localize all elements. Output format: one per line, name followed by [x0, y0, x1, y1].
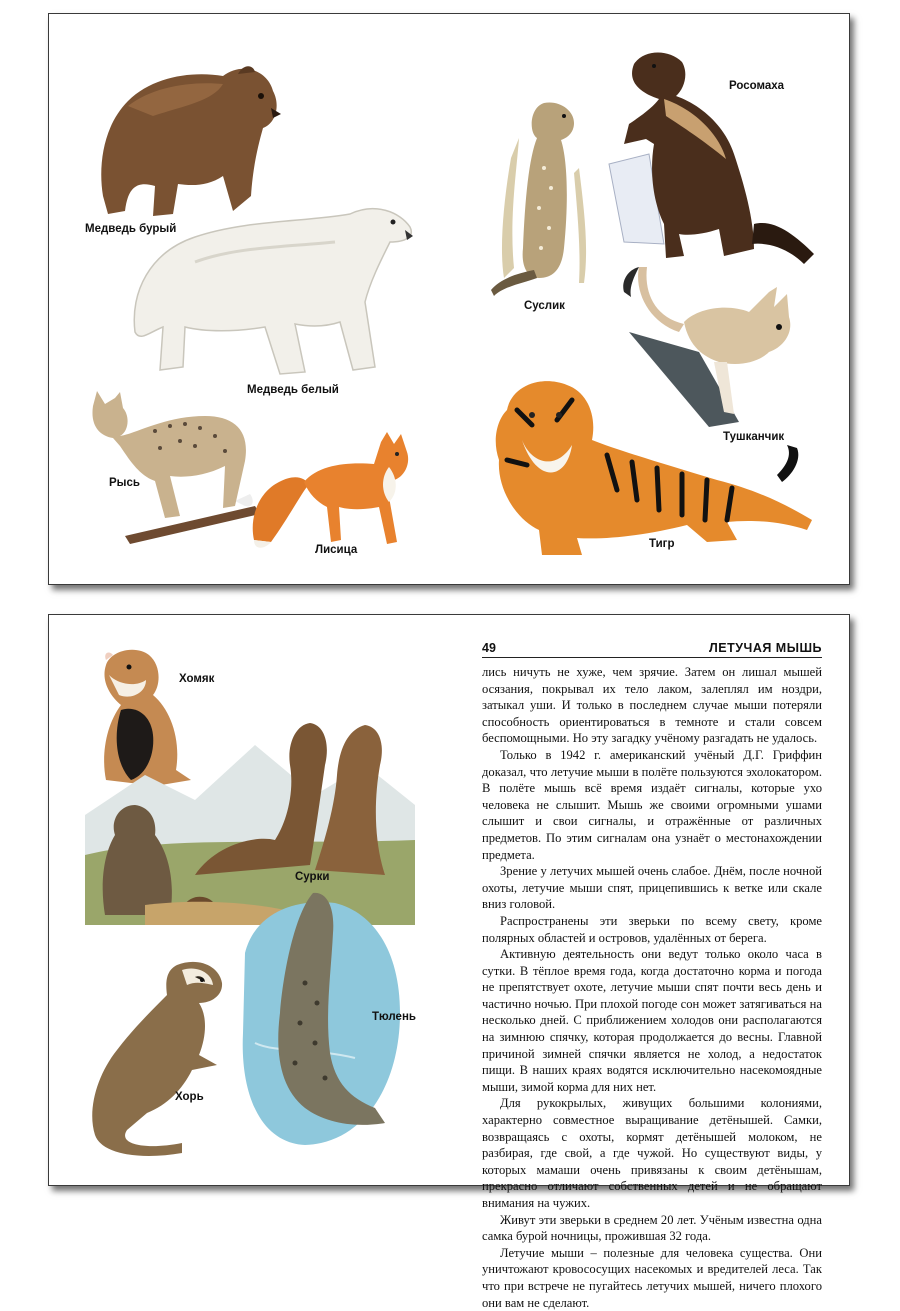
paragraph: Летучие мыши – полезные для человека существа. Они уничтожают кровососущих насекомых и вредителей леса. Так что при встрече не пугайтесь летучих мышей, ничего плохого они вам не сделают. — [482, 1245, 822, 1310]
article-body — [482, 664, 822, 1311]
running-head — [482, 641, 822, 658]
caption-ferret: Хорь — [175, 1091, 204, 1103]
caption-lynx: Рысь — [109, 477, 140, 489]
paragraph: Распространены эти зверьки по всему свету, кроме полярных областей и островов, удалённых от берега. — [482, 913, 822, 945]
wolverine-illustration — [604, 44, 819, 269]
caption-brown-bear: Медведь бурый — [85, 223, 177, 235]
caption-polar-bear: Медведь белый — [247, 384, 339, 396]
caption-jerboa: Тушканчик — [723, 431, 785, 443]
paragraph: Активную деятельность они ведут только около часа в сутки. В тёплое время года, когда достаточно корма и погода не препятствует охоте, летучие мыши спят почти весь день и частично ночью. При плохой погоде сон может затягиваться на несколько дней. С приближением холодов они располагаются на зимнюю спячку, которая продолжается до весны. Главной причиной зимней спячки является не холод, а недостаток пищи. В наших краях водятся исключительно насекомоядные мыши, зимой корма для них нет. — [482, 947, 822, 1094]
fox-illustration — [249, 422, 414, 552]
paragraph: Для рукокрылых, живущих большими колониями, характерно совместное выращивание детёнышей. Самки, возвращаясь с охоты, кормят детёнышей молоком, не разбирая, где свой, а где чужой. Но существуют виды, у которых мамаши очень привязаны к своим детёнышам, прекрасно отличают собственных детей и не обращают внимания на чужих. — [482, 1096, 822, 1210]
top-book-page — [48, 13, 850, 585]
caption-tiger: Тигр — [649, 538, 675, 550]
caption-marmots: Сурки — [295, 871, 330, 883]
seal-illustration — [235, 893, 405, 1153]
polar-bear-illustration — [125, 192, 415, 382]
caption-seal: Тюлень — [372, 1011, 416, 1023]
tiger-illustration — [487, 370, 817, 555]
bottom-book-page — [48, 614, 850, 1310]
ferret-illustration — [87, 955, 237, 1155]
paragraph: Зрение у летучих мышей очень слабое. Днём, после ночной охоты, летучие мыши спят, прицепившись к ветке или скале вниз головой. — [482, 864, 822, 912]
caption-wolverine: Росомаха — [729, 80, 785, 92]
caption-hamster: Хомяк — [179, 673, 215, 685]
paragraph: лись ничуть не хуже, чем зрячие. Затем он лишал мышей осязания, покрывал их тело лаком, залеплял им ноздри, затыкал уши. И только в последнем случае мыши потеряли способность ориентироваться в темноте и стали совсем беспомощными. Но эту загадку учёному разгадать не удалось. — [482, 665, 822, 746]
running-title: ЛЕТУЧАЯ МЫШЬ — [709, 641, 822, 655]
marmots-illustration — [85, 705, 415, 925]
caption-fox: Лисица — [315, 544, 358, 556]
lynx-illustration — [85, 386, 260, 541]
caption-gopher: Суслик — [524, 300, 565, 312]
paragraph: Только в 1942 г. американский учёный Д.Г. Гриффин доказал, что летучие мыши в полёте пользуются эхолокатором. В полёте мышь всё время издаёт сигналы, которые ухо человека не слышит. Мышь же своими огромными ушами слышит и свои сигналы, и отражённые от различных предметов. По этим сигналам она узнаёт о местонахождении предмета. — [482, 747, 822, 862]
paragraph: Живут эти зверьки в среднем 20 лет. Учёным известна одна самка бурой ночницы, прожившая 32 года. — [482, 1212, 822, 1244]
text-column — [482, 641, 822, 1311]
gopher-illustration — [489, 98, 599, 298]
page-number: 49 — [482, 641, 496, 655]
